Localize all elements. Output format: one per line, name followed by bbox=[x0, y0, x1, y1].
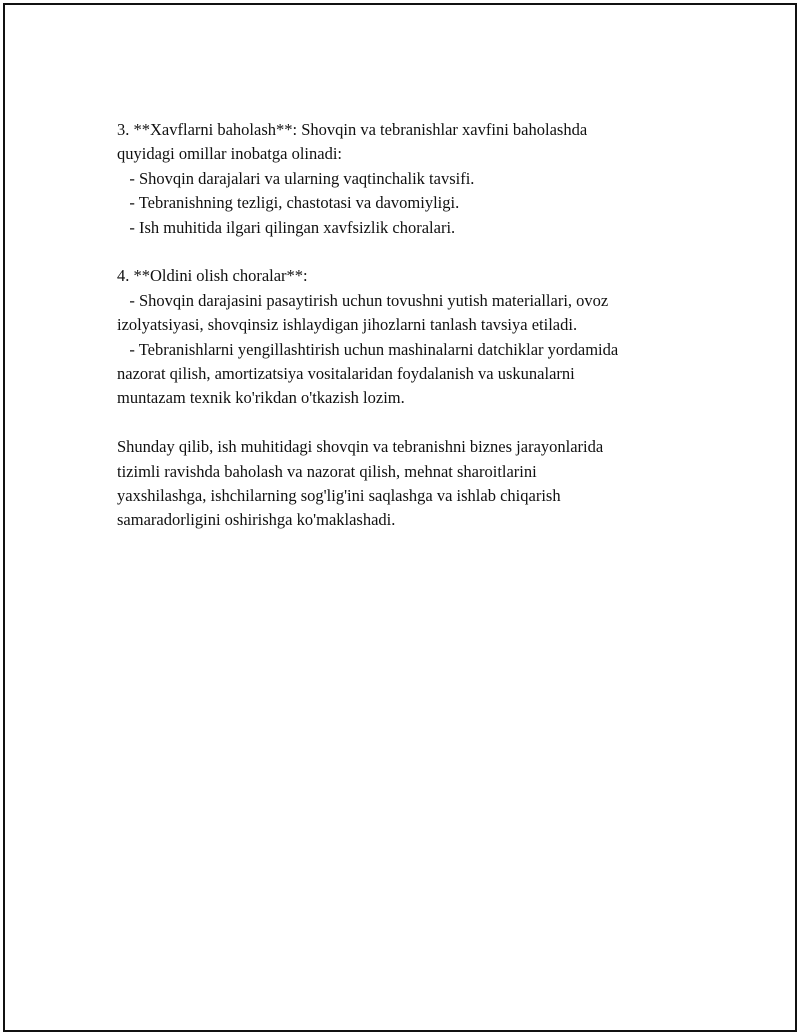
prevention-item-line: izolyatsiyasi, shovqinsiz ishlaydigan jihozlarni tanlash tavsiya etiladi. bbox=[117, 315, 578, 335]
conclusion-line: samaradorligini oshirishga ko'maklashadi. bbox=[117, 510, 396, 530]
conclusion-line: tizimli ravishda baholash va nazorat qilish, mehnat sharoitlarini bbox=[117, 461, 537, 481]
prevention-item-line: muntazam texnik ko'rikdan o'tkazish lozim. bbox=[117, 388, 405, 408]
section-risk-assessment bbox=[117, 118, 717, 240]
conclusion-line: Shunday qilib, ish muhitidagi shovqin va tebranishni biznes jarayonlarida bbox=[117, 437, 604, 457]
conclusion-line: yaxshilashga, ishchilarning sog'lig'ini saqlashga va ishlab chiqarish bbox=[117, 486, 561, 506]
paragraph-gap bbox=[117, 240, 717, 264]
conclusion-paragraph bbox=[117, 435, 717, 533]
paragraph-gap bbox=[117, 411, 717, 435]
risk-factor-item: - Shovqin darajalari va ularning vaqtinchalik tavsifi. bbox=[117, 168, 475, 188]
prevention-item-line: - Shovqin darajasini pasaytirish uchun tovushni yutish materiallari, ovoz bbox=[117, 290, 609, 310]
prevention-item-line: - Tebranishlarni yengillashtirish uchun mashinalarni datchiklar yordamida bbox=[117, 339, 619, 359]
prevention-heading-line: 4. **Oldini olish choralar**: bbox=[117, 266, 308, 286]
risk-assessment-heading-line: 3. **Xavflarni baholash**: Shovqin va tebranishlar xavfini baholashda bbox=[117, 120, 588, 139]
risk-assessment-intro-line: quyidagi omillar inobatga olinadi: bbox=[117, 144, 342, 164]
section-prevention-measures bbox=[117, 264, 717, 410]
document-body bbox=[117, 118, 717, 533]
prevention-item-line: nazorat qilish, amortizatsiya vositalaridan foydalanish va uskunalarni bbox=[117, 364, 575, 384]
risk-factor-item: - Tebranishning tezligi, chastotasi va davomiyligi. bbox=[117, 193, 460, 213]
risk-factor-item: - Ish muhitida ilgari qilingan xavfsizlik choralari. bbox=[117, 217, 456, 237]
